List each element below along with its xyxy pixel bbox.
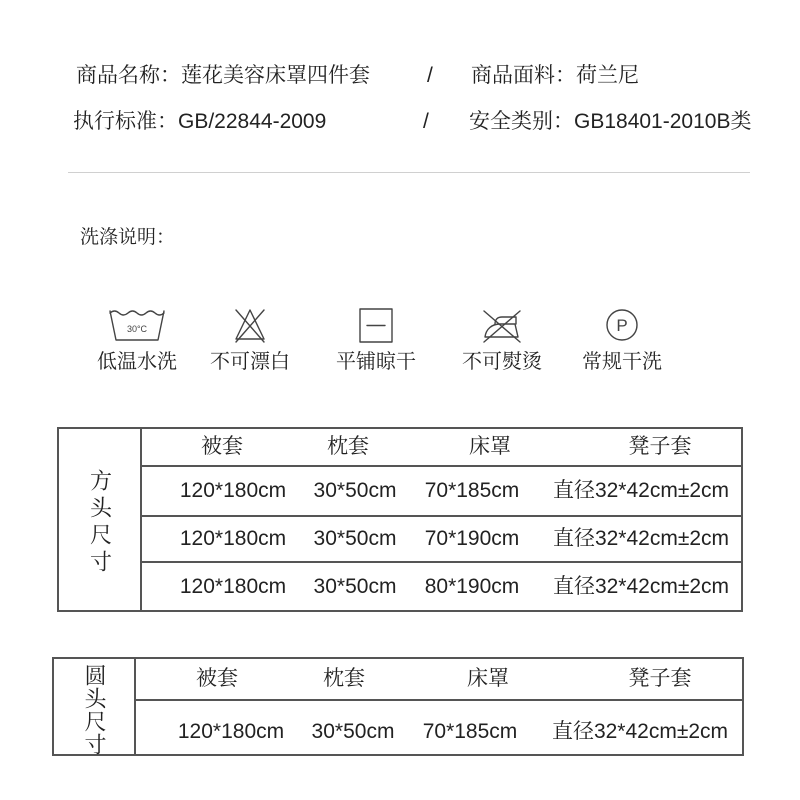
table-cell: 120*180cm (177, 719, 285, 743)
table-cell: 直径32*42cm±2cm (552, 479, 730, 502)
wash-instruction-label: 不可熨烫 (462, 351, 542, 373)
no-bleach-icon (220, 304, 280, 346)
header-pillowcase: 枕套 (323, 667, 365, 690)
product-fabric-label: 商品面料： (471, 64, 576, 87)
do-not-iron-icon (472, 304, 532, 346)
table-header-row (136, 659, 742, 701)
table-header-row (142, 429, 741, 467)
wash-instruction-item (190, 304, 310, 374)
round-size-table (52, 657, 744, 756)
washing-title: 洗涤说明： (80, 227, 176, 248)
divider (68, 172, 750, 173)
separator: / (427, 64, 433, 87)
table-cell: 30*50cm (313, 527, 397, 550)
wash-30-degree-icon (107, 304, 167, 346)
separator: / (423, 110, 429, 133)
table-cell: 30*50cm (311, 719, 395, 743)
wash-instruction-item (316, 304, 436, 374)
wash-instruction-item (562, 304, 682, 374)
table-cell: 30*50cm (313, 479, 397, 502)
header-pillowcase: 枕套 (327, 435, 369, 458)
table-cell: 120*180cm (179, 574, 287, 598)
wash-instruction-label: 低温水洗 (97, 351, 177, 373)
table-cell: 70*185cm (424, 479, 520, 502)
table-cell: 70*185cm (422, 719, 518, 743)
table-cell: 80*190cm (424, 574, 520, 598)
table-side-label: 方头尺寸 (87, 469, 113, 577)
wash-instruction-label: 平铺晾干 (336, 351, 416, 373)
product-info-row (0, 108, 800, 136)
product-name-label: 商品名称： (76, 64, 181, 87)
table-side-label: 圆头尺寸 (82, 664, 107, 756)
wash-instruction-label: 不可漂白 (210, 351, 290, 373)
table-row (136, 701, 742, 754)
table-cell: 70*190cm (424, 527, 520, 550)
header-duvet-cover: 被套 (201, 435, 243, 458)
standard-value: GB/22844-2009 (178, 110, 327, 133)
safety-category-label: 安全类别： (469, 110, 574, 133)
header-stool-cover: 凳子套 (628, 667, 692, 690)
table-row (142, 563, 741, 610)
dry-flat-icon (346, 304, 406, 346)
table-row (142, 467, 741, 517)
table-row (142, 517, 741, 563)
table-body (136, 659, 742, 754)
product-fabric-value: 荷兰尼 (576, 64, 639, 87)
table-cell: 30*50cm (313, 574, 397, 598)
square-size-table (57, 427, 743, 612)
standard-label: 执行标准： (73, 110, 178, 133)
product-name-value: 莲花美容床罩四件套 (181, 64, 370, 87)
header-bedspread: 床罩 (469, 435, 511, 458)
product-name-field (76, 62, 370, 90)
wash-instruction-item (77, 304, 197, 374)
wash-instruction-item (442, 304, 562, 374)
dry-clean-symbol: P (616, 316, 628, 335)
header-duvet-cover: 被套 (196, 667, 238, 690)
standard-field (73, 108, 326, 136)
table-side-cell (54, 659, 136, 754)
table-side-cell (59, 429, 142, 610)
safety-category-field (469, 108, 751, 136)
table-body (142, 429, 741, 610)
header-bedspread: 床罩 (467, 667, 509, 690)
table-cell: 直径32*42cm±2cm (552, 574, 730, 598)
table-cell: 120*180cm (179, 527, 287, 550)
product-info-row (0, 62, 800, 90)
table-cell: 120*180cm (179, 479, 287, 502)
wash-temperature-label: 30°C (126, 324, 148, 334)
product-fabric-field (471, 62, 639, 90)
safety-category-value: GB18401-2010B类 (574, 110, 752, 133)
dry-clean-icon (592, 304, 652, 346)
table-cell: 直径32*42cm±2cm (551, 719, 729, 743)
table-cell: 直径32*42cm±2cm (552, 527, 730, 550)
header-stool-cover: 凳子套 (628, 435, 692, 458)
wash-instruction-label: 常规干洗 (582, 351, 662, 373)
